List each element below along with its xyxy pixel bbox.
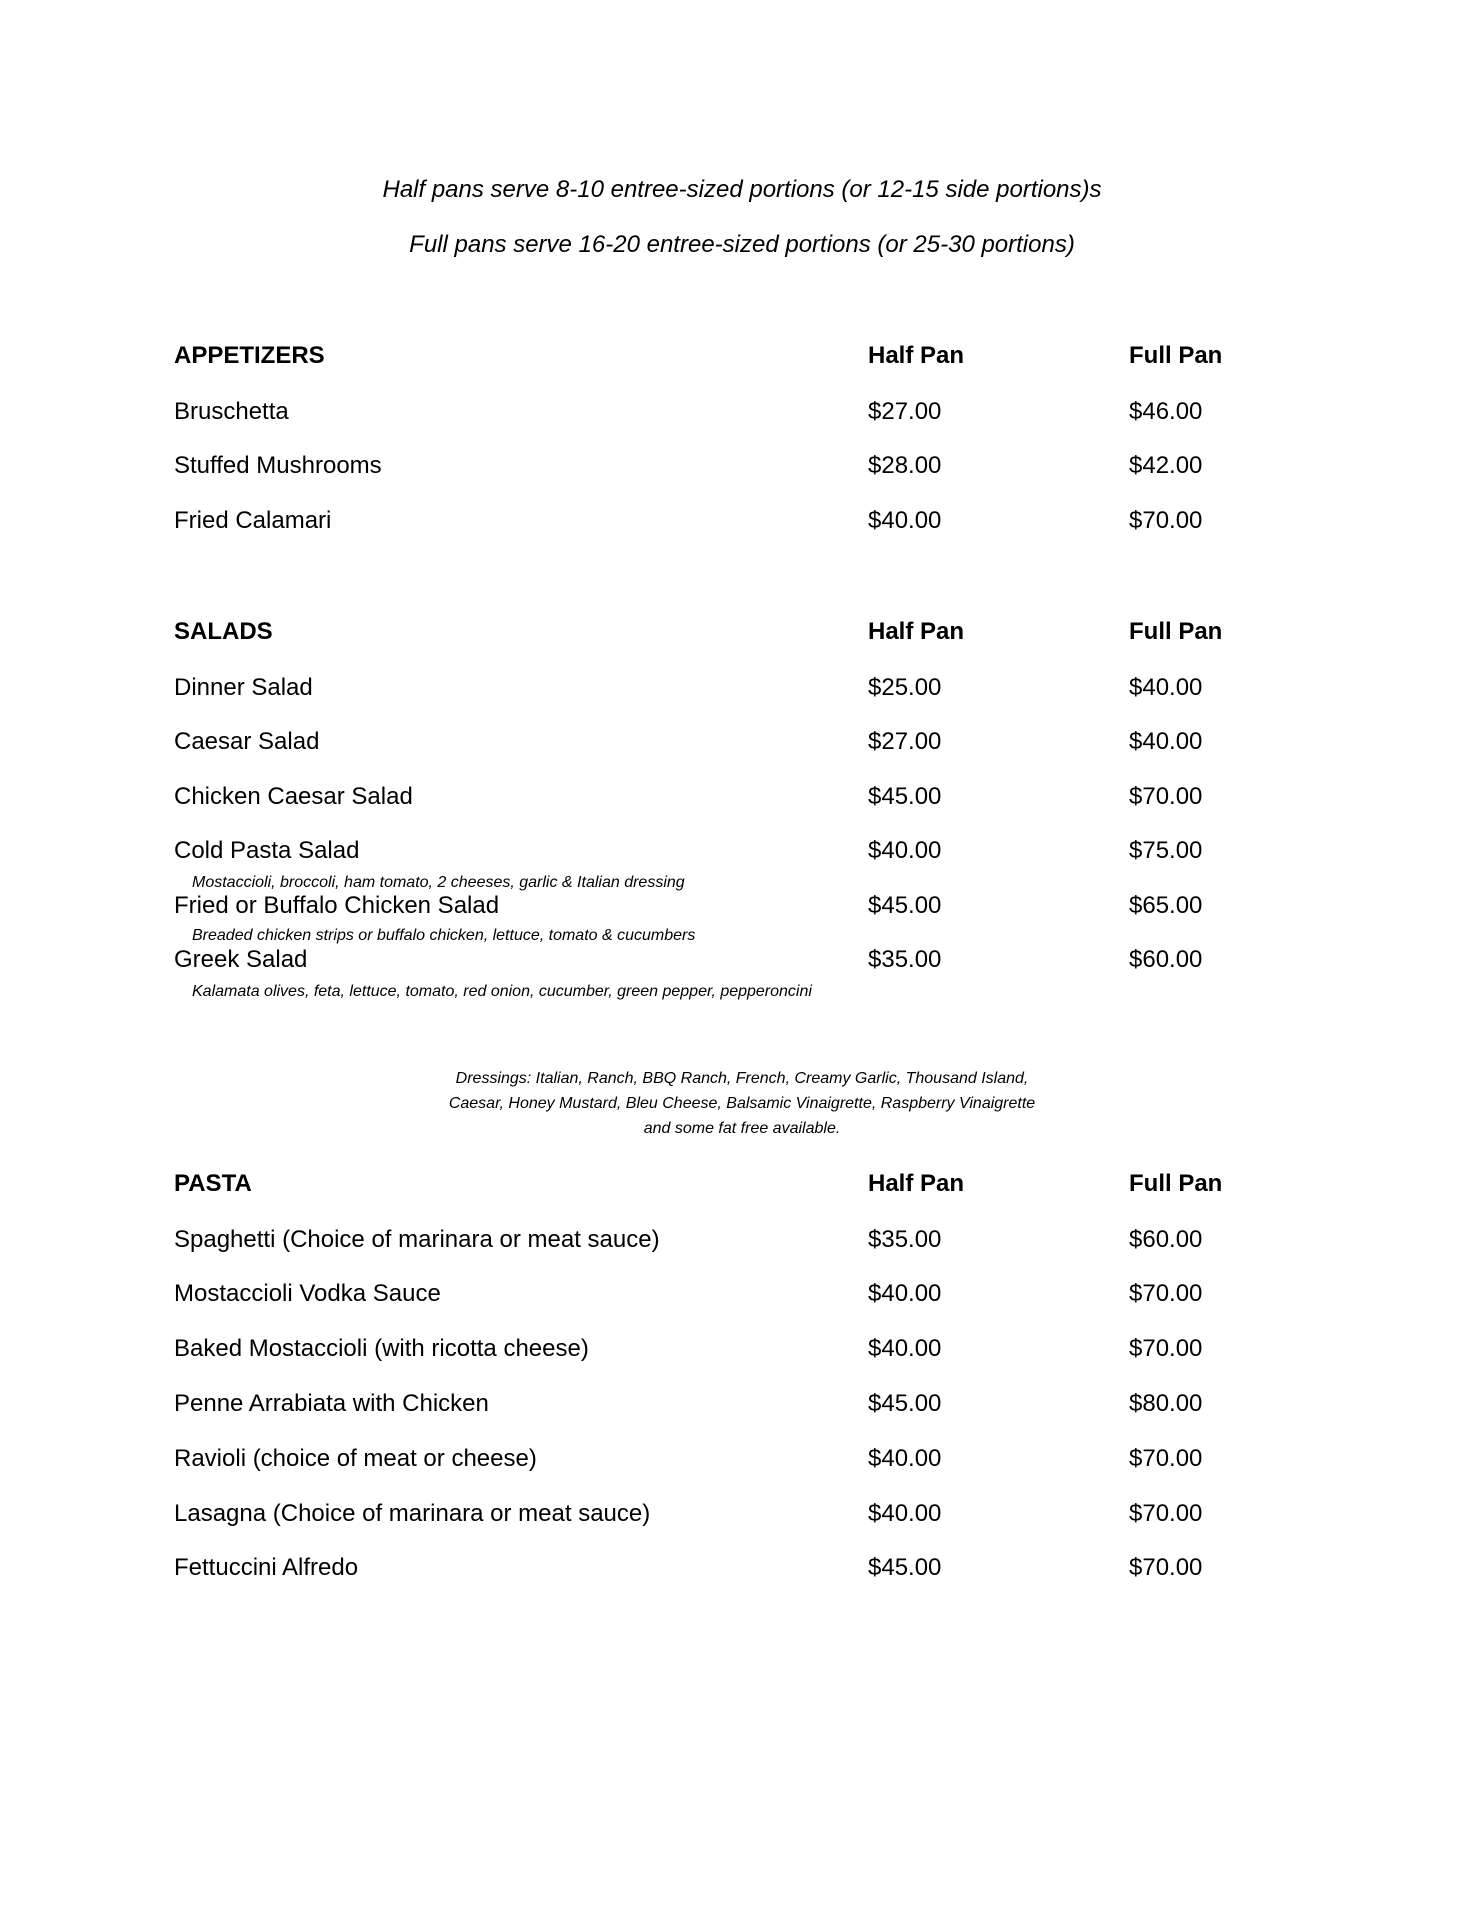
item-description: Breaded chicken strips or buffalo chicken, lettuce, tomato & cucumbers	[192, 927, 696, 944]
item-name: Dinner Salad	[174, 674, 313, 701]
half-pan-price: $35.00	[868, 1226, 942, 1253]
item-name: Lasagna (Choice of marinara or meat sauce)	[174, 1500, 651, 1527]
intro-full-pan-note: Full pans serve 16-20 entree-sized portions (or 25-30 portions)	[409, 231, 1075, 258]
half-pan-price: $27.00	[868, 728, 942, 755]
dressings-line: Caesar, Honey Mustard, Bleu Cheese, Balsamic Vinaigrette, Raspberry Vinaigrette	[448, 1095, 1036, 1112]
menu-item	[0, 1335, 1484, 1369]
dressings-note	[0, 1066, 1484, 1141]
section-title: PASTA	[174, 1170, 252, 1197]
half-pan-price: $45.00	[868, 783, 942, 810]
full-pan-price: $80.00	[1129, 1390, 1203, 1417]
full-pan-price: $60.00	[1129, 1226, 1203, 1253]
full-pan-price: $70.00	[1129, 1335, 1203, 1362]
menu-item	[0, 1500, 1484, 1534]
item-name: Fettuccini Alfredo	[174, 1554, 359, 1581]
full-pan-price: $70.00	[1129, 783, 1203, 810]
menu-item	[0, 1280, 1484, 1314]
half-pan-price: $27.00	[868, 398, 942, 425]
section-title: SALADS	[174, 618, 273, 645]
full-pan-price: $42.00	[1129, 452, 1203, 479]
full-pan-price: $70.00	[1129, 1500, 1203, 1527]
menu-item	[0, 674, 1484, 708]
item-name: Greek Salad	[174, 946, 308, 973]
menu-item	[0, 783, 1484, 817]
item-description: Kalamata olives, feta, lettuce, tomato, red onion, cucumber, green pepper, pepperoncini	[192, 983, 812, 1000]
item-name: Baked Mostaccioli (with ricotta cheese)	[174, 1335, 589, 1362]
item-name: Caesar Salad	[174, 728, 320, 755]
item-name: Chicken Caesar Salad	[174, 783, 413, 810]
half-pan-header: Half Pan	[868, 342, 965, 369]
menu-item	[0, 452, 1484, 486]
full-pan-price: $40.00	[1129, 728, 1203, 755]
half-pan-price: $40.00	[868, 1500, 942, 1527]
menu-item	[0, 507, 1484, 541]
menu-item	[0, 398, 1484, 432]
half-pan-price: $28.00	[868, 452, 942, 479]
full-pan-price: $70.00	[1129, 1280, 1203, 1307]
half-pan-price: $40.00	[868, 1335, 942, 1362]
full-pan-header: Full Pan	[1129, 618, 1223, 645]
half-pan-header: Half Pan	[868, 1170, 965, 1197]
full-pan-price: $40.00	[1129, 674, 1203, 701]
half-pan-price: $40.00	[868, 1280, 942, 1307]
section-title: APPETIZERS	[174, 342, 325, 369]
half-pan-price: $45.00	[868, 1390, 942, 1417]
half-pan-price: $40.00	[868, 837, 942, 864]
half-pan-price: $45.00	[868, 1554, 942, 1581]
full-pan-price: $60.00	[1129, 946, 1203, 973]
menu-item	[0, 1390, 1484, 1424]
full-pan-price: $70.00	[1129, 1445, 1203, 1472]
half-pan-price: $25.00	[868, 674, 942, 701]
full-pan-header: Full Pan	[1129, 1170, 1223, 1197]
full-pan-price: $70.00	[1129, 1554, 1203, 1581]
half-pan-price: $35.00	[868, 946, 942, 973]
item-name: Mostaccioli Vodka Sauce	[174, 1280, 441, 1307]
menu-item	[0, 728, 1484, 762]
menu-item	[0, 946, 1484, 980]
item-name: Fried or Buffalo Chicken Salad	[174, 892, 500, 919]
item-name: Cold Pasta Salad	[174, 837, 360, 864]
full-pan-price: $70.00	[1129, 507, 1203, 534]
item-description: Mostaccioli, broccoli, ham tomato, 2 cheeses, garlic & Italian dressing	[192, 874, 685, 891]
section-header-appetizers	[0, 342, 1484, 376]
dressings-line: Dressings: Italian, Ranch, BBQ Ranch, French, Creamy Garlic, Thousand Island,	[455, 1070, 1029, 1087]
section-header-pasta	[0, 1170, 1484, 1204]
full-pan-header: Full Pan	[1129, 342, 1223, 369]
item-name: Bruschetta	[174, 398, 289, 425]
half-pan-header: Half Pan	[868, 618, 965, 645]
menu-item	[0, 1226, 1484, 1260]
item-name: Stuffed Mushrooms	[174, 452, 382, 479]
menu-item	[0, 837, 1484, 871]
full-pan-price: $75.00	[1129, 837, 1203, 864]
full-pan-price: $65.00	[1129, 892, 1203, 919]
item-name: Fried Calamari	[174, 507, 332, 534]
item-name: Ravioli (choice of meat or cheese)	[174, 1445, 537, 1472]
menu-item	[0, 892, 1484, 926]
half-pan-price: $40.00	[868, 1445, 942, 1472]
half-pan-price: $45.00	[868, 892, 942, 919]
intro-half-pan-note: Half pans serve 8-10 entree-sized portions (or 12-15 side portions)s	[382, 176, 1102, 203]
full-pan-price: $46.00	[1129, 398, 1203, 425]
section-header-salads	[0, 618, 1484, 652]
menu-item	[0, 1554, 1484, 1588]
item-name: Spaghetti (Choice of marinara or meat sauce)	[174, 1226, 660, 1253]
dressings-line: and some fat free available.	[643, 1120, 841, 1137]
item-name: Penne Arrabiata with Chicken	[174, 1390, 489, 1417]
half-pan-price: $40.00	[868, 507, 942, 534]
menu-item	[0, 1445, 1484, 1479]
